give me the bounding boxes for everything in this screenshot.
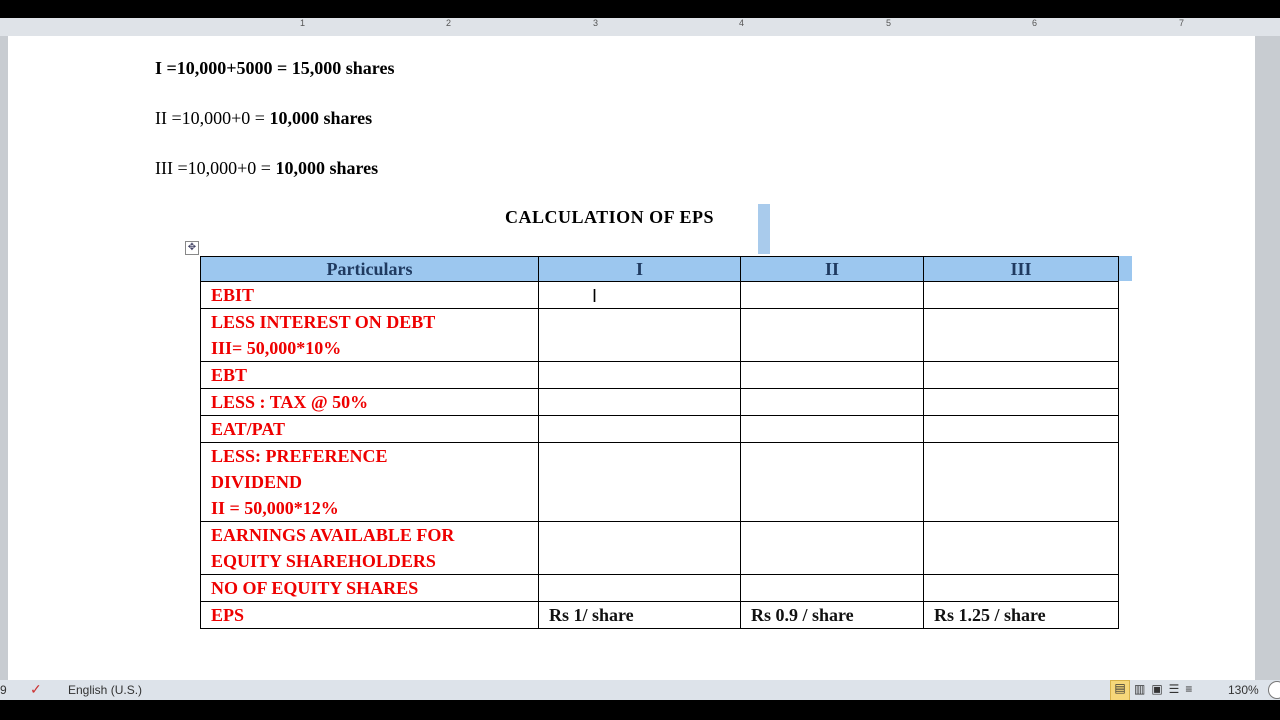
header-particulars: Particulars [201,257,539,282]
value-cell[interactable] [539,282,741,309]
table-row [201,416,1119,443]
value-cell[interactable] [741,309,924,362]
value-cell[interactable] [924,522,1119,575]
ruler-mark: 5 [886,18,892,28]
value-cell[interactable] [539,309,741,362]
language-indicator[interactable]: English (U.S.) [68,683,143,697]
value-cell[interactable] [741,389,924,416]
print-layout-icon[interactable]: ▤ [1110,680,1130,701]
status-bar [0,680,1280,700]
value-cell[interactable] [741,443,924,522]
value-cell[interactable] [924,309,1119,362]
table-row [201,575,1119,602]
section-title: CALCULATION OF EPS [505,207,715,227]
page-number: 9 [0,683,7,697]
row-label: EARNINGS AVAILABLE FOR EQUITY SHAREHOLDERS [201,522,539,575]
table-row [201,362,1119,389]
header-i: I [539,257,741,282]
text: 10,000 shares [269,108,373,128]
row-label: EPS [201,602,539,629]
row-label: EBT [201,362,539,389]
shares-line-2 [155,108,372,129]
value-cell[interactable] [924,362,1119,389]
table-header-row [201,257,1119,282]
ruler-mark: 6 [1032,18,1038,28]
table-row [201,443,1119,522]
value-cell[interactable] [741,575,924,602]
table-row [201,522,1119,575]
row-label: LESS: PREFERENCE DIVIDEND II = 50,000*12% [201,443,539,522]
header-iii: III [924,257,1119,282]
value-cell[interactable] [539,362,741,389]
value-cell[interactable] [539,522,741,575]
view-buttons-icon[interactable]: ▥▣☰≡ [1134,682,1199,696]
value-cell[interactable] [924,443,1119,522]
value-cell[interactable] [741,282,924,309]
value-cell[interactable] [924,282,1119,309]
value-cell[interactable]: Rs 1.25 / share [924,602,1119,629]
ruler-mark: 2 [446,18,452,28]
proofing-icon[interactable]: ✓ [30,681,42,697]
value-cell[interactable] [741,362,924,389]
table-row [201,602,1119,629]
eps-table[interactable] [200,256,1119,629]
selection-highlight [758,204,770,254]
value-cell[interactable]: Rs 0.9 / share [741,602,924,629]
value-cell[interactable] [539,575,741,602]
text: 10,000 shares [275,158,379,178]
value-cell[interactable] [924,416,1119,443]
row-label: EAT/PAT [201,416,539,443]
value-cell[interactable] [924,575,1119,602]
value-cell[interactable]: Rs 1/ share [539,602,741,629]
value-cell[interactable] [741,416,924,443]
zoom-level[interactable]: 130% [1228,683,1259,697]
bottom-bar [0,700,1280,720]
horizontal-ruler[interactable] [0,18,1280,37]
table-row [201,389,1119,416]
text: II =10,000+0 = [155,108,270,128]
shares-line-1: I =10,000+5000 = 15,000 shares [155,58,395,78]
table-row [201,282,1119,309]
header-ii: II [741,257,924,282]
row-label: NO OF EQUITY SHARES [201,575,539,602]
value-cell[interactable] [741,522,924,575]
value-cell[interactable] [539,389,741,416]
table-row [201,309,1119,362]
value-cell[interactable] [539,416,741,443]
row-label: EBIT [201,282,539,309]
ruler-mark: 4 [739,18,745,28]
table-move-handle-icon[interactable]: ✥ [185,241,199,255]
row-label: LESS : TAX @ 50% [201,389,539,416]
ruler-mark: 3 [593,18,599,28]
selection-highlight [1118,256,1132,281]
value-cell[interactable] [539,443,741,522]
ruler-mark: 1 [300,18,306,28]
ruler-mark: 7 [1179,18,1185,28]
value-cell[interactable] [924,389,1119,416]
row-label: LESS INTEREST ON DEBT III= 50,000*10% [201,309,539,362]
text-cursor-icon: I [592,286,598,306]
text: III =10,000+0 = [155,158,276,178]
zoom-out-button[interactable] [1268,681,1280,699]
shares-line-3 [155,158,378,179]
title-bar [0,0,1280,18]
